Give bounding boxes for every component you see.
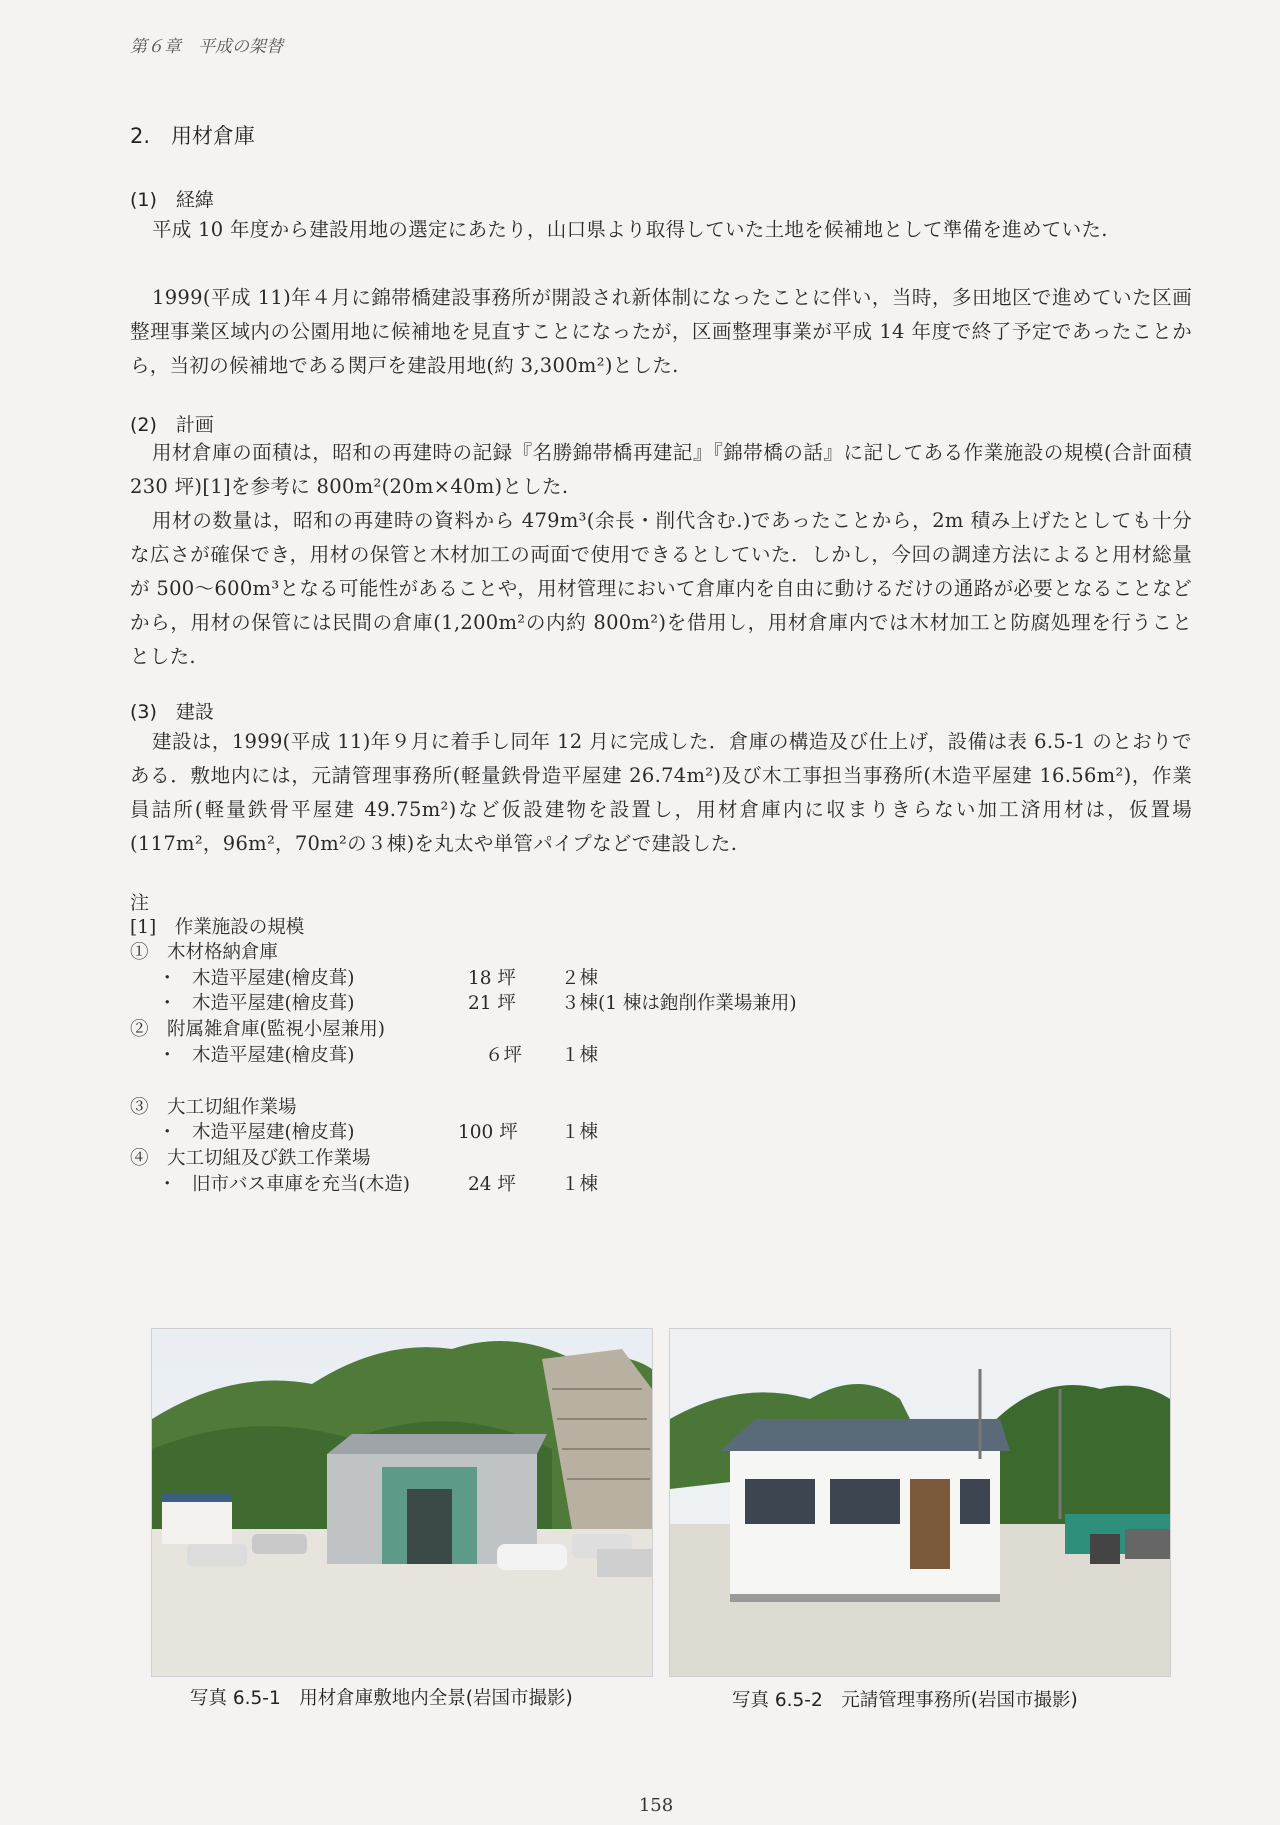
site-office-illustration <box>670 1329 1170 1676</box>
note-group-2: ② 附属雑倉庫(監視小屋兼用) <box>130 1019 385 1040</box>
note-group-3: ③ 大工切組作業場 <box>130 1097 297 1118</box>
document-page: 第６章 平成の架替 2. 用材倉庫 (1) 経緯 平成 10 年度から建設用地の選定にあたり，山口県より取得していた土地を候補地として準備を進めていた. 1999(平成 11)年４月に錦帯橋建設事務所が開設され新体制になったことに伴い，当時，多田地区で進めていた区画整理事業区域内の公園用地に候補地を見直すことになったが，区画整理事業が平成 14 年度で終了予定であったことから，当初の候補地である関戸を建設用地(約 3,300m²)とした. (2) 計画 用材倉庫の面積は，昭和の再建時の記録『名勝錦帯橋再建記』『錦帯橋の話』に記してある作業施設の規模(合計面積 230 坪)[1]を参考に 800m²(20m×40m)とした. 用材の数量は，昭和の再建時の資料から 479m³(余長・削代含む.)であったことから，2m 積み上げたとしても十分な広さが確保でき，用材の保管と木材加工の両面で使用できるとしていた．しかし，今回の調達方法によると用材総量が 500～600m³となる可能性があることや，用材管理において倉庫内を自由に動けるだけの通路が必要となることなどから，用材の保管には民間の倉庫(1,200m²の内約 800m²)を借用し，用材倉庫内では木材加工と防腐処理を行うこととした. (3) 建設 建設は，1999(平成 11)年９月に着手し同年 12 月に完成した．倉庫の構造及び仕上げ，設備は表 6.5-1 のとおりである．敷地内には，元請管理事務所(軽量鉄骨造平屋建 26.74m²)及び木工事担当事務所(木造平屋建 16.56m²)，作業員詰所(軽量鉄骨平屋建 49.75m²)など仮設建物を設置し，用材倉庫内に収まりきらない加工済用材は，仮置場(117m²，96m²，70m²の３棟)を丸太や単管パイプなどで建設した. 注 [1] 作業施設の規模 ① 木材格納倉庫 ・ 木造平屋建(檜皮葺) 18 坪 ２棟 ・ 木造平屋建(檜皮葺) 21 坪 ３棟(1 棟は鉋削作業場兼用) ② 附属雑倉庫(監視小屋兼用) ・ 木造平屋建(檜皮葺) ６坪 １棟 ③ 大工切組作業場 ・ 木造平屋建(檜皮葺) 100 坪 １棟 ④ 大工切組及び鉄工作業場 ・ 旧市バス車庫を充当(木造) 24 坪 １棟 写真 6.5-1 用材倉庫敷地内全景(岩国市撮影) 写真 6.5-2 元請管理事務所(岩国市撮影) 158 <box>0 0 1280 1825</box>
photo-caption-right: 写真 6.5-2 元請管理事務所(岩国市撮影) <box>732 1690 1078 1711</box>
photo-site-office <box>669 1328 1171 1677</box>
page-number: 158 <box>638 1795 674 1816</box>
note-group-1: ① 木材格納倉庫 <box>130 942 279 963</box>
subsection-heading-3: (3) 建設 <box>130 701 214 723</box>
s2-paragraph-1: 用材倉庫の面積は，昭和の再建時の記録『名勝錦帯橋再建記』『錦帯橋の話』に記してある作業施設の規模(合計面積 230 坪)[1]を参考に 800m²(20m×40m)とした. <box>130 441 1192 498</box>
photo-warehouse-site <box>151 1328 653 1677</box>
warehouse-site-illustration <box>152 1329 652 1676</box>
subsection-heading-2: (2) 計画 <box>130 414 214 436</box>
s1-paragraph-1: 平成 10 年度から建設用地の選定にあたり，山口県より取得していた土地を候補地として準備を進めていた. <box>152 218 1108 241</box>
running-header: 第６章 平成の架替 <box>130 37 283 57</box>
note-group-4: ④ 大工切組及び鉄工作業場 <box>130 1148 371 1169</box>
note-1: [1] 作業施設の規模 <box>130 917 305 938</box>
photo-caption-left: 写真 6.5-1 用材倉庫敷地内全景(岩国市撮影) <box>190 1688 573 1709</box>
section-title: 2. 用材倉庫 <box>130 124 256 148</box>
subsection-heading-1: (1) 経緯 <box>130 189 214 211</box>
s3-paragraph-1: 建設は，1999(平成 11)年９月に着手し同年 12 月に完成した．倉庫の構造及び仕上げ，設備は表 6.5-1 のとおりである．敷地内には，元請管理事務所(軽量鉄骨造平屋建 26.74m²)及び木工事担当事務所(木造平屋建 16.56m²)，作業員詰所(軽量鉄骨平屋建 49.75m²)など仮設建物を設置し，用材倉庫内に収まりきらない加工済用材は，仮置場(117m²，96m²，70m²の３棟)を丸太や単管パイプなどで建設した. <box>130 730 1192 855</box>
notes-title: 注 <box>130 892 150 914</box>
s2-paragraph-2: 用材の数量は，昭和の再建時の資料から 479m³(余長・削代含む.)であったことから，2m 積み上げたとしても十分な広さが確保でき，用材の保管と木材加工の両面で使用できるとしていた．しかし，今回の調達方法によると用材総量が 500～600m³となる可能性があることや，用材管理において倉庫内を自由に動けるだけの通路が必要となることなどから，用材の保管には民間の倉庫(1,200m²の内約 800m²)を借用し，用材倉庫内では木材加工と防腐処理を行うこととした. <box>130 509 1192 668</box>
s1-paragraph-2: 1999(平成 11)年４月に錦帯橋建設事務所が開設され新体制になったことに伴い，当時，多田地区で進めていた区画整理事業区域内の公園用地に候補地を見直すことになったが，区画整理事業が平成 14 年度で終了予定であったことから，当初の候補地である関戸を建設用地(約 3,300m²)とした. <box>130 286 1192 377</box>
